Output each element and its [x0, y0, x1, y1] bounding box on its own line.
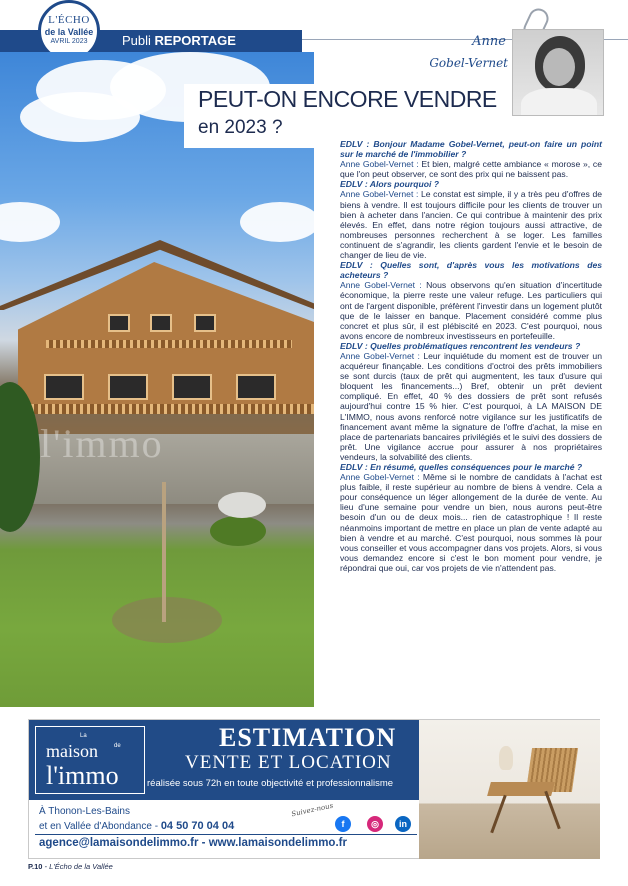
- interview-question: EDLV : Alors pourquoi ?: [340, 179, 439, 190]
- interview-question: EDLV : Quelles problématiques rencontrent les vendeurs ?: [340, 340, 581, 351]
- ad-follow-label: Suivez-nous: [290, 801, 334, 819]
- chalet-window: [44, 374, 84, 400]
- article-title-year: en 2023 ?: [198, 117, 283, 138]
- author-portrait: [512, 29, 604, 116]
- interview-answer-text: Leur inquiétude du moment est de trouver un acquéreur finançable. Les conditions d'octroi des prêts immobiliers se sont durcis (taux de prêt qui augmentent, les taux d'usure qui bloquent les financements...) Bref, obtenir un prêt devient compliqué. En effet, 40 % des dossiers de prêt sont refusés aujourd'hui contre 15 % hier. C'est pourquoi, à LA MAISON DE L'IMMO, nous avons renforcé notre vigilance sur les justificatifs de financement avant même la signature de l'offre d'achat, la mise en place de partenariats bancaires privilégiés et le suivi des dossiers de prêt. Une vigilance accrue pour assurer à nos propriétaires vendeurs, la solvabilité des clients.: [340, 350, 602, 462]
- linkedin-icon[interactable]: in: [395, 816, 411, 832]
- ad-subheadline: VENTE ET LOCATION: [185, 752, 392, 773]
- ad-web-line[interactable]: agence@lamaisondelimmo.fr - www.lamaisondelimmo.fr: [39, 837, 347, 849]
- ad-banner: [29, 720, 419, 800]
- vase: [499, 746, 513, 770]
- interview-answer-text: Le constat est simple, il y a très peu d'offres de biens à vendre. Il est toujours difficile pour les clients de trouver un bien à acheter dans l'ancien. Ce qui contribue à maintenir des prix élevés. En effet, dans notre région toujours aussi attractive, de nombreuses personnes recherchent à se loger. Les familles continuent de s'agrandir, les clients gardent l'envie et le besoin de changer de lieu de vie.: [340, 189, 602, 261]
- article-title: PEUT-ON ENCORE VENDRE: [198, 86, 497, 112]
- lawn-circle: [112, 597, 222, 643]
- interview-answer: [340, 159, 602, 179]
- chalet-window: [236, 374, 276, 400]
- ad-city-line1: À Thonon-Les-Bains: [39, 806, 130, 817]
- publication-name: - L'Écho de la Vallée: [42, 862, 113, 871]
- interview-speaker: Anne Gobel-Vernet :: [340, 159, 419, 170]
- portrait-shoulders: [521, 88, 597, 116]
- ad-divider: [35, 834, 417, 835]
- author-last-name: Gobel-Vernet: [429, 56, 508, 70]
- interview-speaker: Anne Gobel-Vernet :: [340, 280, 422, 291]
- author-first-name: Anne: [472, 34, 506, 49]
- interview-answer: [340, 472, 602, 573]
- chalet-window: [172, 374, 212, 400]
- ad-city-line2-text: et en Vallée d'Abondance -: [39, 821, 161, 832]
- chalet-window: [108, 374, 148, 400]
- ad-logo-la: La: [80, 733, 87, 739]
- cloud: [20, 92, 140, 142]
- chair-leg: [490, 795, 506, 834]
- cloud: [240, 202, 314, 242]
- section-name: REPORTAGE: [154, 33, 236, 48]
- ad-logo-limmo: l'immo: [46, 761, 119, 790]
- advertisement: [28, 719, 600, 859]
- section-prefix: Publi: [122, 33, 151, 48]
- portrait-face: [543, 48, 575, 86]
- section-tag: [122, 33, 236, 48]
- chalet-balcony: [46, 340, 292, 348]
- young-tree: [162, 482, 166, 622]
- interview-text: [340, 139, 602, 573]
- cloud: [0, 202, 60, 242]
- chair-leg: [544, 791, 560, 830]
- boulder: [218, 492, 266, 518]
- ad-tagline: réalisée sous 72h en toute objectivité et professionnalisme: [147, 778, 394, 789]
- interview-speaker: Anne Gobel-Vernet :: [340, 350, 420, 361]
- interview-answer-text: Nous observons qu'en situation d'incertitude économique, la pierre reste une valeur refuge. Les particuliers qui ont de l'argent disponible, préfèrent l'investir dans un logement plutôt que de le laisser en banque. Placement considéré comme plus concret et plus sûr, il est plébiscité en 2023. C'est pourquoi, nous avons encore de nombreux investisseurs en portefeuille.: [340, 280, 602, 341]
- chalet-window: [108, 314, 130, 332]
- interview-answer: [340, 189, 602, 260]
- interview-question: EDLV : En résumé, quelles conséquences pour le marché ?: [340, 462, 583, 472]
- echo-logo-line2: de la Vallée: [44, 27, 94, 37]
- page-footer: [28, 862, 113, 871]
- chalet-window: [150, 314, 172, 332]
- photo-watermark: l'immo: [40, 421, 164, 466]
- interview-question: EDLV : Bonjour Madame Gobel-Vernet, peut-on faire un point sur le marché de l'immobilier ?: [340, 139, 602, 160]
- chalet-photo: [0, 52, 314, 707]
- echo-logo-date: AVRIL 2023: [50, 38, 88, 45]
- page-number: P.10: [28, 862, 43, 871]
- shrub: [210, 516, 266, 546]
- interview-answer: [340, 280, 602, 341]
- ad-logo-maison: maison: [46, 741, 98, 761]
- ad-city-line2: [39, 820, 234, 832]
- interview-answer-text: Même si le nombre de candidats à l'achat est plus faible, il reste supérieur au nombre de biens à vendre. Cela a pour conséquence un léger allongement de la durée de vente. Au lieu d'une semaine pour vendre un bien, nous aurons peut-être besoin d'un ou de deux mois... rien de catastrophique ! Il reste néanmoins important de mettre en place un plan de vente adapté au bien à vendre et au marché. C'est pourquoi, nous sommes là pour vous conseiller et vous accompagner dans vos projets. Alors, si vous vous demandez encore si c'est le bon moment pour vendre, je répondrai que oui, car vos projets de vie n'attendent pas.: [340, 472, 603, 573]
- ad-logo-de: de: [114, 743, 121, 749]
- chalet-balcony: [10, 404, 314, 414]
- interview-speaker: Anne Gobel-Vernet :: [340, 472, 420, 483]
- facebook-icon[interactable]: f: [335, 816, 351, 832]
- ad-headline: ESTIMATION: [219, 723, 397, 752]
- ad-logo: [35, 726, 145, 794]
- interview-question: EDLV : Quelles sont, d'après vous les motivations des acheteurs ?: [340, 260, 602, 281]
- instagram-icon[interactable]: ◎: [367, 816, 383, 832]
- interview-speaker: Anne Gobel-Vernet :: [340, 189, 419, 200]
- ad-phone[interactable]: 04 50 70 04 04: [160, 820, 235, 832]
- ad-chair-photo: [419, 720, 600, 859]
- chalet-window: [194, 314, 216, 332]
- echo-logo-line1: L'ÉCHO: [48, 14, 90, 26]
- interview-answer: [340, 351, 602, 462]
- interview-answer-text: Et bien, malgré cette ambiance « morose », ce que l'on peut observer, ce sont des prix qui ne baissent pas.: [340, 159, 602, 180]
